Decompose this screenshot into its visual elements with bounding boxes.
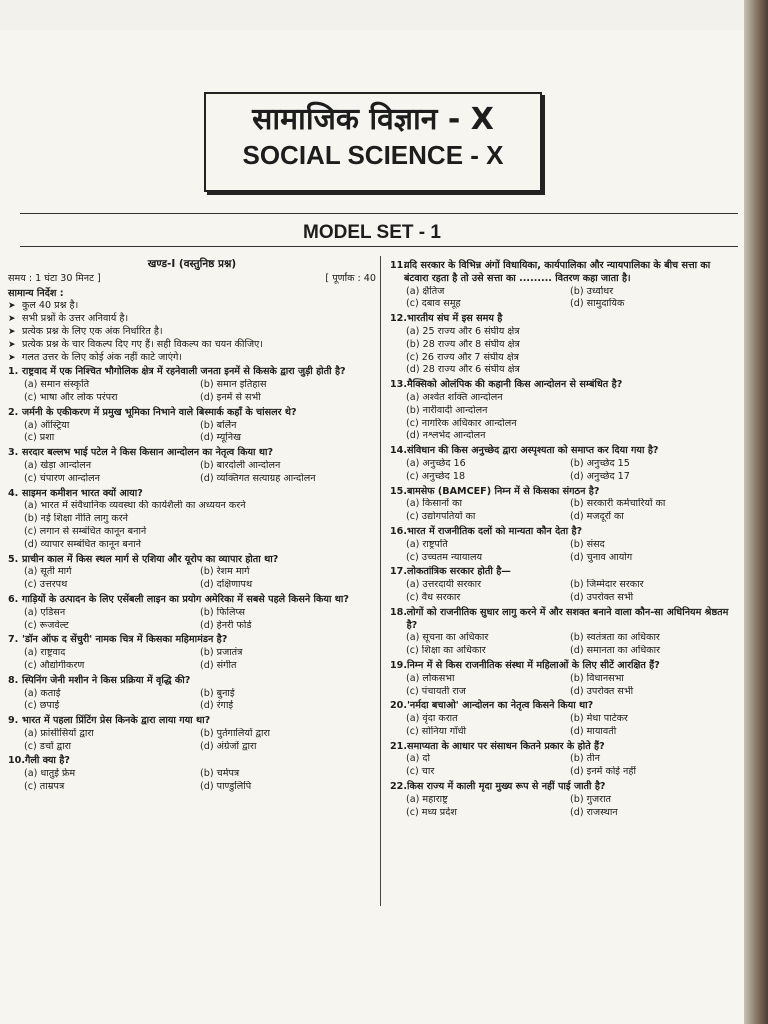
time-label: समय : 1 घंटा 30 मिनट ]	[8, 272, 101, 284]
question-text	[390, 486, 734, 499]
questions-right	[390, 260, 734, 819]
instructions-heading: सामान्य निर्देश :	[8, 287, 64, 299]
option-item: (c) उत्तरपथ	[24, 579, 68, 591]
options-grid	[8, 460, 376, 486]
option-item: (b) बुनाई	[200, 687, 235, 699]
option-item: (d) राजस्थान	[570, 806, 618, 818]
option-item: (c) दबाव समूह	[406, 298, 461, 310]
question-body: गैली क्या है?	[25, 755, 70, 767]
question-number: 3.	[8, 447, 19, 459]
question-body: किस राज्य में काली मृदा मुख्य रूप से नहीं पाई जाती है?	[407, 781, 606, 793]
question-text	[390, 379, 734, 392]
option-item: (a) सूती मार्ग	[24, 566, 72, 578]
question-item	[8, 366, 376, 404]
option-item: (d) व्यापार सम्बंधित कानून बनाने	[24, 538, 142, 550]
question-text	[8, 594, 376, 607]
question-number: 5.	[8, 553, 19, 565]
options-grid	[390, 794, 734, 820]
options-grid	[390, 539, 734, 565]
question-body: मैक्सिको ओलंपिक की कहानी किस आन्दोलन से सम्बंधित है?	[407, 379, 623, 391]
options-grid	[390, 458, 734, 484]
option-item: (c) सोनिया गाँधी	[406, 725, 466, 737]
question-item	[8, 488, 376, 552]
option-item: (b) नई शिक्षा नीति लागु करने	[24, 513, 128, 525]
question-body: भारतीय संघ में इस समय है	[407, 313, 503, 325]
options-grid	[8, 688, 376, 714]
option-item: (d) संगीत	[200, 659, 237, 671]
options-grid	[390, 579, 734, 605]
question-text	[390, 260, 734, 286]
options-grid	[390, 498, 734, 524]
question-item	[390, 486, 734, 524]
question-text	[8, 755, 376, 768]
question-text	[8, 715, 376, 728]
option-item: (a) खेड़ा आन्दोलन	[24, 459, 92, 471]
option-item: (a) दो	[406, 753, 430, 765]
question-text	[390, 607, 734, 633]
left-column	[8, 258, 376, 794]
option-item: (d) म्यूनिख	[200, 432, 241, 444]
question-body: जर्मनी के एकीकरण में प्रमुख भूमिका निभाने वाले बिस्मार्क कहाँ के चांसलर थे?	[22, 406, 297, 418]
option-item: (d) उपरोक्त सभी	[570, 685, 634, 697]
option-item: (a) उत्तरदायी सरकार	[406, 579, 482, 591]
option-item: (a) सूचना का अधिकार	[406, 632, 489, 644]
option-item: (d) हेनरी फोर्ड	[200, 619, 252, 631]
question-body: लोगों को राजनीतिक सुधार लागु करने में और सशक्त बनाने वाला कौन-सा अधिनियम श्रेष्ठतम है?	[406, 606, 729, 631]
option-item: (b) नारीवादी आन्दोलन	[406, 404, 488, 416]
option-item: (b) समान इतिहास	[200, 379, 267, 391]
option-item: (c) पंचायती राज	[406, 685, 466, 697]
full-marks-label: [ पूर्णांक : 40	[325, 272, 376, 284]
question-body: सरदार बल्लभ भाई पटेल ने किस किसान आन्दोलन का नेतृत्व किया था?	[22, 447, 274, 459]
question-body: भारत में राजनीतिक दलों को मान्यता कौन देता है?	[407, 525, 583, 537]
option-item: (a) 25 राज्य और 6 संघीय क्षेत्र	[406, 325, 520, 337]
question-item	[8, 634, 376, 672]
option-item: (c) चंपारण आन्दोलन	[24, 472, 100, 484]
option-item: (d) पाण्डुलिपि	[200, 781, 252, 793]
option-item: (c) ताम्रपत्र	[24, 781, 65, 793]
question-item	[8, 755, 376, 793]
option-item: (d) अंग्रेजों द्वारा	[200, 740, 257, 752]
question-body: यदि सरकार के विभिन्न अंगों विधायिका, कार्यपालिका और न्यायपालिका के बीच सत्ता का बंटवारा रहता है तो उसे सत्ता का ......... वितरण कहा जाता है।	[404, 260, 711, 284]
question-item	[390, 445, 734, 483]
question-body: 'नर्मदा बचाओ' आन्दोलन का नेतृत्व किसने किया था?	[407, 700, 594, 712]
question-text	[390, 445, 734, 458]
question-number: 20.	[390, 700, 407, 712]
question-text	[8, 407, 376, 420]
option-item: (b) चर्मपत्र	[200, 768, 240, 780]
option-item: (b) संसद	[570, 538, 605, 550]
options-list	[8, 500, 376, 551]
question-text	[390, 660, 734, 673]
option-item: (a) किसानों का	[406, 498, 462, 510]
option-item: (b) गुजरात	[570, 793, 612, 805]
option-item: (c) नागरिक अधिकार आन्दोलन	[406, 417, 517, 429]
question-item	[8, 594, 376, 632]
question-number: 7.	[8, 634, 19, 646]
option-item: (b) तीन	[570, 753, 600, 765]
question-body: प्राचीन काल में किस स्थल मार्ग से एशिया और यूरोप का व्यापार होता था?	[22, 553, 279, 565]
question-item	[390, 313, 734, 377]
question-item	[390, 526, 734, 564]
option-item: (c) डचों द्वारा	[24, 740, 71, 752]
option-item: (b) पुर्तगालियों द्वारा	[200, 727, 270, 739]
question-item	[8, 675, 376, 713]
question-body: संविधान की किस अनुच्छेद द्वारा अस्पृश्यता को समाप्त कर दिया गया है?	[407, 445, 659, 457]
question-item	[390, 781, 734, 819]
options-grid	[390, 753, 734, 779]
option-item: (a) धातुई फ्रेम	[24, 768, 76, 780]
option-item: (a) ऑस्ट्रिया	[24, 419, 70, 431]
question-text	[390, 526, 734, 539]
question-text	[390, 700, 734, 713]
question-item	[390, 379, 734, 443]
question-text	[8, 366, 376, 379]
option-item: (b) मेधा पाटेकर	[570, 713, 628, 725]
option-item: (d) मजदूरों का	[570, 511, 624, 523]
question-item	[390, 700, 734, 738]
option-item: (d) नश्लभेद आन्दोलन	[406, 430, 486, 442]
options-grid	[8, 768, 376, 794]
option-item: (c) मध्य प्रदेश	[406, 806, 457, 818]
option-item: (c) अनुच्छेद 18	[406, 470, 466, 482]
option-item: (c) चार	[406, 766, 435, 778]
divider-bottom	[20, 246, 738, 247]
question-body: साइमन कमीशन भारत क्यों आया?	[22, 487, 143, 499]
option-item: (d) रंगाई	[200, 700, 234, 712]
option-item: (b) बर्लिन	[200, 419, 237, 431]
question-body: गाड़ियों के उत्पादन के लिए एसेंबली लाइन का प्रयोग अमेरिका में सबसे पहले किसने किया था?	[22, 593, 349, 605]
option-item: (a) भारत में संवैधानिक व्यवस्था की कार्यशैली का अध्ययन करने	[24, 500, 246, 512]
option-item: (d) सामुदायिक	[570, 298, 625, 310]
question-number: 10.	[8, 755, 25, 767]
column-divider	[380, 256, 381, 906]
question-text	[8, 488, 376, 501]
question-number: 1.	[8, 366, 19, 378]
option-item: (d) चुनाव आयोग	[570, 551, 633, 563]
question-item	[8, 554, 376, 592]
option-item: (a) समान संस्कृति	[24, 379, 90, 391]
option-item: (a) राष्ट्रवाद	[24, 647, 66, 659]
top-band	[0, 0, 768, 30]
question-body: लोकतांत्रिक सरकार होती है—	[407, 566, 511, 578]
option-item: (c) उच्चतम न्यायालय	[406, 551, 483, 563]
option-item: (d) अनुच्छेद 17	[570, 470, 630, 482]
option-item: (a) महाराष्ट्र	[406, 793, 448, 805]
option-item: (d) दक्षिणापथ	[200, 579, 253, 591]
question-item	[390, 260, 734, 311]
options-grid	[8, 379, 376, 405]
option-item: (b) 28 राज्य और 8 संघीय क्षेत्र	[406, 338, 520, 350]
question-number: 2.	[8, 406, 19, 418]
options-list	[390, 326, 734, 377]
question-item	[390, 741, 734, 779]
option-item: (b) विधानसभा	[570, 672, 624, 684]
question-number: 14.	[390, 445, 407, 457]
option-item: (c) वैध सरकार	[406, 591, 461, 603]
options-list	[390, 392, 734, 443]
option-item: (a) एडिसन	[24, 606, 66, 618]
question-text	[8, 634, 376, 647]
question-body: समाप्यता के आधार पर संसाधन कितने प्रकार के होते हैं?	[407, 740, 605, 752]
option-item: (c) औद्योगीकरण	[24, 659, 85, 671]
option-item: (c) प्रशा	[24, 432, 55, 444]
question-body: बामसेफ (BAMCEF) निम्न में से किसका संगठन है?	[407, 485, 600, 497]
option-item: (c) लगान से सम्बंधित कानून बनाने	[24, 525, 147, 537]
title-box	[204, 92, 542, 192]
option-item: (c) भाषा और लोक परंपरा	[24, 391, 118, 403]
option-item: (d) व्यक्तिगत सत्याग्रह आन्दोलन	[200, 472, 316, 484]
page-edge	[744, 0, 768, 1024]
option-item: (b) फिलिप्स	[200, 606, 245, 618]
option-item: (b) प्रजातंत्र	[200, 647, 243, 659]
question-text	[8, 554, 376, 567]
instruction-item: ➤ कुल 40 प्रश्न है।	[8, 300, 376, 313]
question-text	[8, 447, 376, 460]
question-number: 22.	[390, 781, 407, 793]
question-number: 18.	[390, 606, 407, 618]
question-text	[8, 675, 376, 688]
option-item: (c) रूजवेल्ट	[24, 619, 69, 631]
question-item	[8, 407, 376, 445]
question-body: 'डॉन ऑफ द सेंचुरी' नामक चित्र में किसका महिमामंडन है?	[22, 634, 228, 646]
options-grid	[390, 673, 734, 699]
option-item: (a) अश्वेत शक्ति आन्दोलन	[406, 391, 503, 403]
options-grid	[8, 566, 376, 592]
question-item	[390, 607, 734, 658]
question-number: 8.	[8, 674, 19, 686]
options-grid	[390, 713, 734, 739]
question-number: 13.	[390, 379, 407, 391]
question-text	[390, 313, 734, 326]
question-number: 12.	[390, 313, 407, 325]
options-grid	[8, 607, 376, 633]
option-item: (a) राष्ट्रपति	[406, 538, 448, 550]
option-item: (a) कताई	[24, 687, 61, 699]
instruction-item: ➤ सभी प्रश्नों के उत्तर अनिवार्य है।	[8, 313, 376, 326]
option-item: (d) उपरोक्त सभी	[570, 591, 634, 603]
option-item: (c) 26 राज्य और 7 संघीय क्षेत्र	[406, 351, 519, 363]
time-marks-row	[8, 273, 376, 286]
question-item	[8, 715, 376, 753]
question-item	[8, 447, 376, 485]
option-item: (b) बारदोली आन्दोलन	[200, 459, 281, 471]
option-item: (a) लोकसभा	[406, 672, 455, 684]
section-heading: खण्ड-I (वस्तुनिष्ठ प्रश्न)	[147, 258, 237, 270]
question-number: 17.	[390, 566, 407, 578]
title-english: SOCIAL SCIENCE - X	[242, 140, 504, 170]
question-text	[390, 781, 734, 794]
option-item: (b) सरकारी कर्मचारियों का	[570, 498, 666, 510]
question-number: 11.	[390, 260, 407, 271]
question-body: राष्ट्रवाद में एक निश्चित भौगोलिक क्षेत्र में रहनेवाली जनता इनमें से किसके द्वारा जुड़ी होती है?	[22, 366, 346, 378]
question-number: 9.	[8, 715, 19, 727]
option-item: (b) उर्ध्वाधर	[570, 285, 614, 297]
option-item: (c) छपाई	[24, 700, 60, 712]
question-text	[390, 741, 734, 754]
question-body: निम्न में से किस राजनीतिक संस्था में महिलाओं के लिए सीटें आरक्षित हैं?	[407, 659, 660, 671]
option-item: (b) स्वतंत्रता का अधिकार	[570, 632, 660, 644]
divider-top	[20, 213, 738, 214]
question-number: 4.	[8, 487, 19, 499]
question-number: 6.	[8, 593, 19, 605]
options-grid	[8, 420, 376, 446]
option-item: (c) शिक्षा का अधिकार	[406, 645, 486, 657]
options-grid	[8, 647, 376, 673]
options-grid	[8, 728, 376, 754]
instruction-item: ➤ प्रत्येक प्रश्न के चार विकल्प दिए गए हैं। सही विकल्प का चयन कीजिए।	[8, 339, 376, 352]
option-item: (a) वृंदा करात	[406, 713, 458, 725]
question-body: भारत में पहला प्रिंटिंग प्रेस किनके द्वारा लाया गया था?	[22, 715, 211, 727]
option-item: (d) समानता का अधिकार	[570, 645, 661, 657]
title-hindi: सामाजिक विज्ञान - X	[252, 102, 494, 137]
option-item: (c) उद्योगपतियों का	[406, 511, 476, 523]
question-item	[390, 660, 734, 698]
option-item: (b) जिम्मेदार सरकार	[570, 579, 644, 591]
options-grid	[390, 632, 734, 658]
question-number: 19.	[390, 659, 407, 671]
instruction-item: ➤ गलत उत्तर के लिए कोई अंक नहीं काटे जाएंगे।	[8, 352, 376, 365]
question-number: 16.	[390, 525, 407, 537]
instructions-list	[8, 300, 376, 364]
options-grid	[390, 286, 734, 312]
question-body: स्पिनिंग जेनी मशीन ने किस प्रक्रिया में वृद्धि की?	[22, 674, 191, 686]
question-number: 21.	[390, 740, 407, 752]
option-item: (b) अनुच्छेद 15	[570, 457, 630, 469]
option-item: (a) अनुच्छेद 16	[406, 457, 466, 469]
option-item: (d) मायावती	[570, 725, 617, 737]
question-text	[390, 566, 734, 579]
option-item: (d) इनमें से सभी	[200, 391, 261, 403]
option-item: (b) रेशम मार्ग	[200, 566, 250, 578]
right-column	[390, 258, 734, 819]
questions-left	[8, 366, 376, 794]
instruction-item: ➤ प्रत्येक प्रश्न के लिए एक अंक निर्धारित है।	[8, 326, 376, 339]
option-item: (d) इनमें कोई नहीं	[570, 766, 636, 778]
option-item: (a) क्षैतिज	[406, 285, 445, 297]
option-item: (d) 28 राज्य और 6 संघीय क्षेत्र	[406, 364, 520, 376]
question-number: 15.	[390, 485, 407, 497]
option-item: (a) फ्रांसीसियों द्वारा	[24, 727, 94, 739]
model-set-heading: MODEL SET - 1	[303, 222, 441, 243]
question-item	[390, 566, 734, 604]
